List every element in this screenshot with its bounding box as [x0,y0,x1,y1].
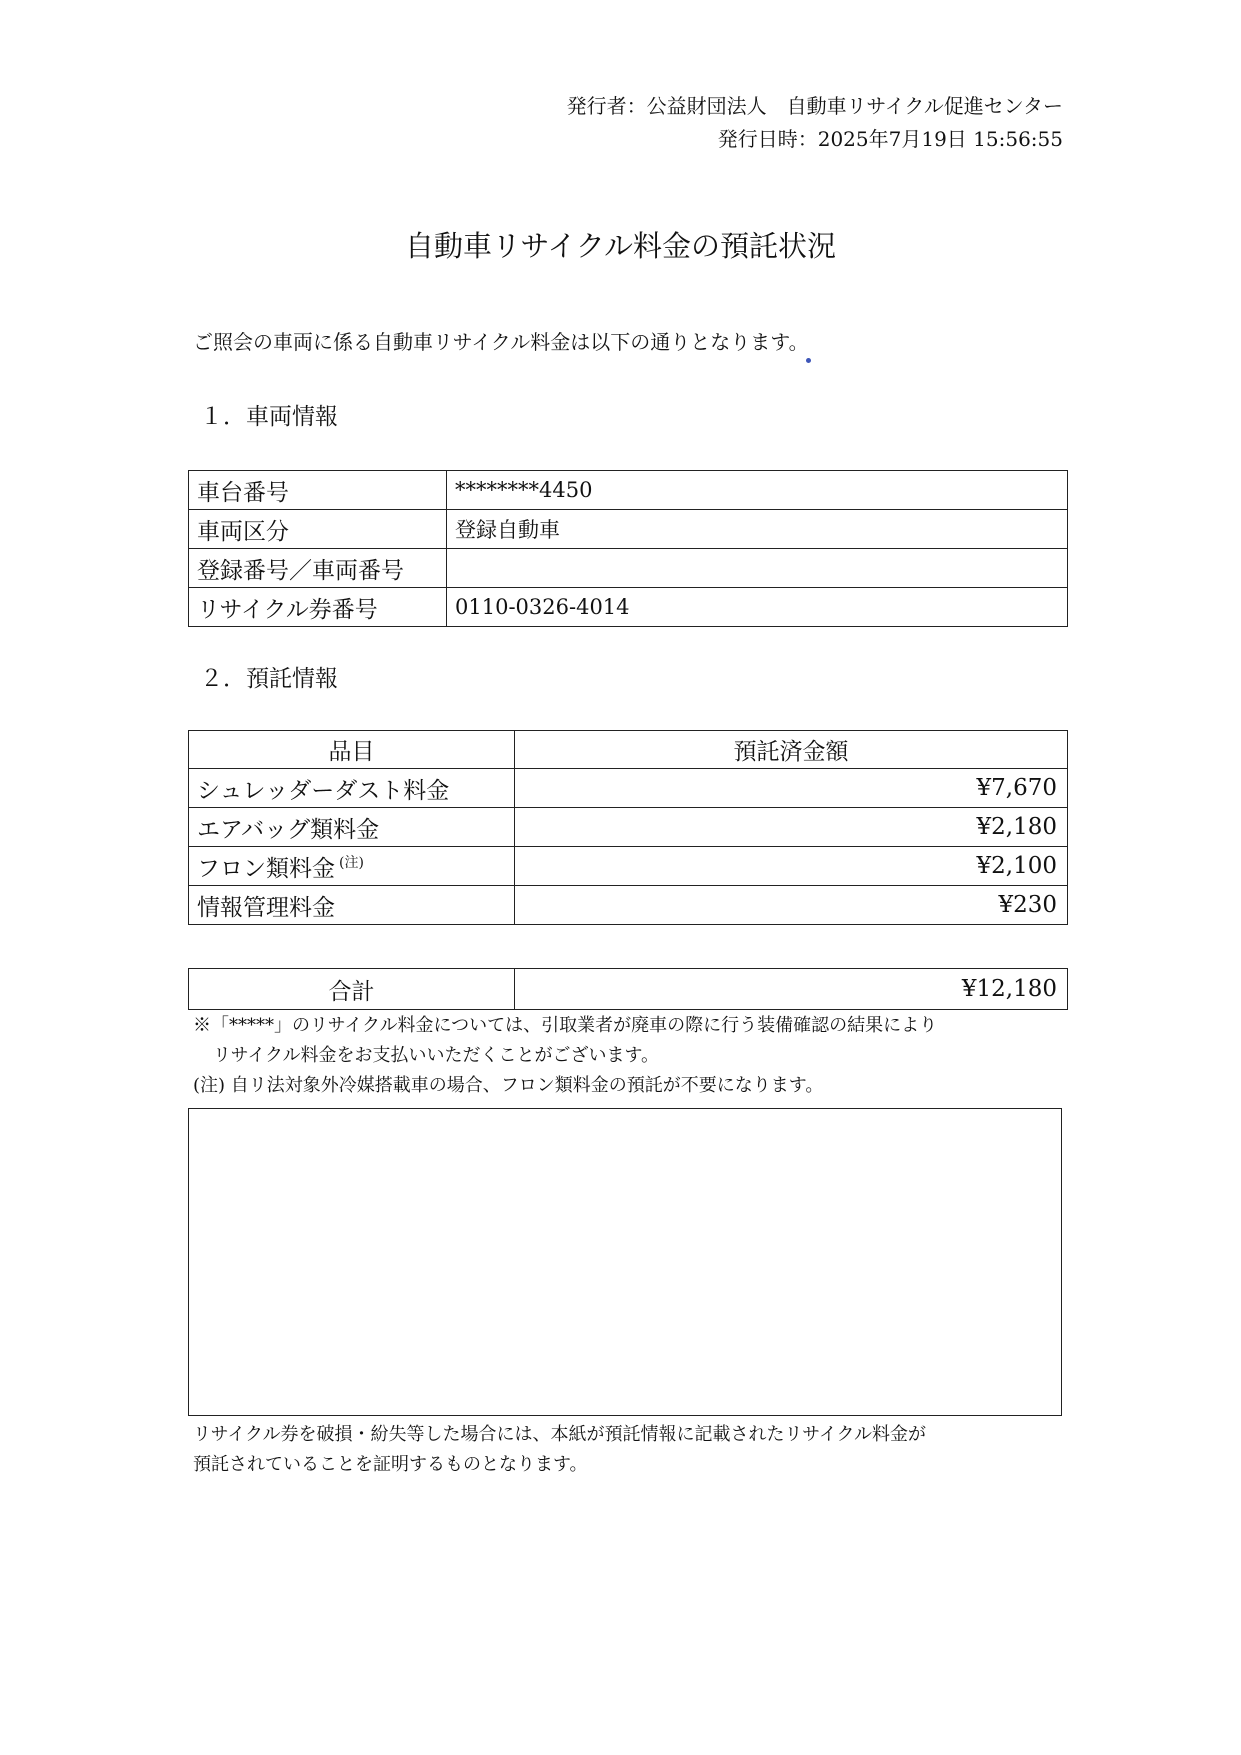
vehicle-field-value: ********4450 [447,471,1068,510]
fee-amount: ¥7,670 [515,769,1068,808]
document-title: 自動車リサイクル料金の預託状況 [405,229,836,263]
vehicle-field-value: 0110-0326-4014 [447,588,1068,627]
total-table [188,968,1068,1010]
total-amount: ¥12,180 [515,969,1068,1010]
vehicle-field-label: リサイクル券番号 [189,588,447,627]
table-row [189,549,1068,588]
column-header-amount: 預託済金額 [515,731,1068,769]
total-label: 合計 [189,969,515,1010]
fee-item-name: エアバッグ類料金 [189,808,515,847]
note-line: (注) 自リ法対象外冷媒搭載車の場合、フロン類料金の預託が不要になります。 [193,1075,824,1096]
note-line: リサイクル料金をお支払いいただくことがございます。 [213,1045,660,1066]
fee-amount: ¥230 [515,886,1068,925]
issuer-line: 発行者：公益財団法人 自動車リサイクル促進センター [566,94,1063,118]
vehicle-field-label: 車台番号 [189,471,447,510]
footer-line: リサイクル券を破損・紛失等した場合には、本紙が預託情報に記載されたリサイクル料金が [193,1424,926,1445]
section-heading-deposit: ２．預託情報 [200,666,338,692]
table-row [189,588,1068,627]
table-row [189,769,1068,808]
table-row [189,847,1068,886]
column-header-item: 品目 [189,731,515,769]
table-row [189,510,1068,549]
footer-line: 預託されていることを証明するものとなります。 [193,1454,588,1475]
section-heading-vehicle: １．車両情報 [200,404,338,430]
footnote-marker: (注) [339,854,364,871]
fee-item-name: 情報管理料金 [189,886,515,925]
intro-text: ご照会の車両に係る自動車リサイクル料金は以下の通りとなります。 [193,330,809,354]
note-line: ※「*****」のリサイクル料金については、引取業者が廃車の際に行う装備確認の結果により [193,1015,938,1036]
blank-remarks-box [188,1108,1062,1416]
notes-block [193,1011,937,1101]
fee-item-name: シュレッダーダスト料金 [189,769,515,808]
vehicle-field-label: 登録番号／車両番号 [189,549,447,588]
vehicle-field-label: 車両区分 [189,510,447,549]
table-row [189,471,1068,510]
vehicle-field-value: 登録自動車 [447,510,1068,549]
deposit-info-table [188,730,1068,925]
issued-datetime: 発行日時：2025年7月19日 15:56:55 [717,127,1063,151]
table-row [189,886,1068,925]
stray-dot-mark [806,358,811,363]
footer-notes [193,1420,926,1480]
vehicle-field-value [447,549,1068,588]
table-row [189,969,1068,1010]
table-header-row [189,731,1068,769]
fee-item-name: フロン類料金 $^{(注)}$ [189,847,515,886]
fee-amount: ¥2,100 [515,847,1068,886]
fee-amount: ¥2,180 [515,808,1068,847]
table-row [189,808,1068,847]
vehicle-info-table [188,470,1068,627]
